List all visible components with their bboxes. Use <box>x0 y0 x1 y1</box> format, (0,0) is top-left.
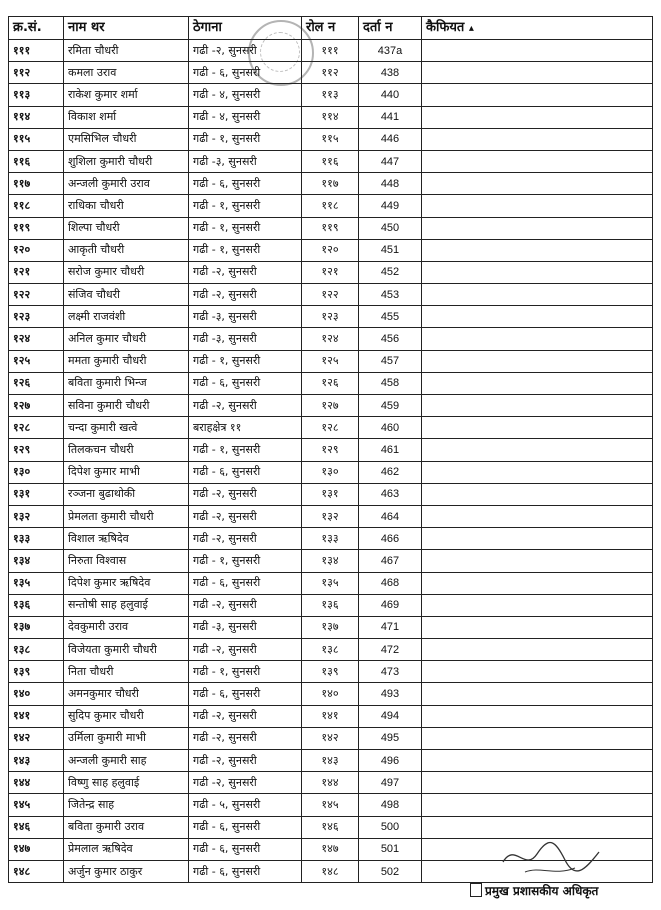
cell-roll: १४१ <box>302 705 359 727</box>
cell-serial: १२५ <box>9 350 64 372</box>
cell-address: गढी -२, सुनसरी <box>189 505 302 527</box>
cell-address: गढी - ४, सुनसरी <box>189 106 302 128</box>
cell-serial: १४५ <box>9 794 64 816</box>
cell-name: अमनकुमार चौधरी <box>64 683 189 705</box>
cell-remarks <box>422 62 653 84</box>
cell-address: गढी -२, सुनसरी <box>189 284 302 306</box>
cell-remarks <box>422 306 653 328</box>
cell-address: गढी -२, सुनसरी <box>189 594 302 616</box>
cell-name: राधिका चौधरी <box>64 195 189 217</box>
cell-name: शुशिला कुमारी चौधरी <box>64 150 189 172</box>
cell-serial: १४८ <box>9 860 64 882</box>
cell-roll: १२६ <box>302 372 359 394</box>
table-header <box>9 17 653 40</box>
cell-remarks <box>422 417 653 439</box>
cell-serial: ११६ <box>9 150 64 172</box>
cell-serial: १४१ <box>9 705 64 727</box>
table-row <box>9 439 653 461</box>
cell-remarks <box>422 616 653 638</box>
cell-serial: १३९ <box>9 661 64 683</box>
table-row <box>9 173 653 195</box>
cell-roll: १३६ <box>302 594 359 616</box>
cell-darta: 502 <box>359 860 422 882</box>
cell-name: जितेन्द्र साह <box>64 794 189 816</box>
cell-roll: १३२ <box>302 505 359 527</box>
cell-remarks <box>422 661 653 683</box>
cell-address: बराहक्षेत्र ११ <box>189 417 302 439</box>
signatory-title: प्रमुख प्रशासकीय अधिकृत <box>485 884 599 898</box>
cell-darta: 446 <box>359 128 422 150</box>
cell-address: गढी - १, सुनसरी <box>189 239 302 261</box>
cell-address: गढी - ६, सुनसरी <box>189 683 302 705</box>
cell-address: गढी -३, सुनसरी <box>189 306 302 328</box>
cell-darta: 463 <box>359 483 422 505</box>
cell-darta: 472 <box>359 639 422 661</box>
cell-address: गढी - ६, सुनसरी <box>189 461 302 483</box>
cell-serial: १३५ <box>9 572 64 594</box>
cell-remarks <box>422 239 653 261</box>
table-row <box>9 705 653 727</box>
cell-darta: 458 <box>359 372 422 394</box>
cell-name: विजेयता कुमारी चौधरी <box>64 639 189 661</box>
header-darta: दर्ता न <box>359 17 422 40</box>
cell-darta: 493 <box>359 683 422 705</box>
cell-darta: 501 <box>359 838 422 860</box>
header-serial: क्र.सं. <box>9 17 64 40</box>
cell-name: ममता कुमारी चौधरी <box>64 350 189 372</box>
cell-address: गढी - १, सुनसरी <box>189 350 302 372</box>
header-address: ठेगाना <box>189 17 302 40</box>
cell-darta: 459 <box>359 395 422 417</box>
cell-serial: १२३ <box>9 306 64 328</box>
cell-name: रञ्जना बुढाथोकी <box>64 483 189 505</box>
cell-darta: 438 <box>359 62 422 84</box>
cell-serial: ११४ <box>9 106 64 128</box>
table-row <box>9 372 653 394</box>
cell-name: दिपेश कुमार ऋषिदेव <box>64 572 189 594</box>
table-row <box>9 106 653 128</box>
table-row <box>9 328 653 350</box>
cell-serial: १४७ <box>9 838 64 860</box>
table-row <box>9 261 653 283</box>
cell-remarks <box>422 794 653 816</box>
caret-mark-icon: ▴ <box>468 22 474 34</box>
cell-name: सरोज कुमार चौधरी <box>64 261 189 283</box>
cell-darta: 449 <box>359 195 422 217</box>
cell-name: सन्तोषी साह हलुवाई <box>64 594 189 616</box>
cell-darta: 498 <box>359 794 422 816</box>
table-row <box>9 505 653 527</box>
cell-remarks <box>422 106 653 128</box>
cell-roll: १४७ <box>302 838 359 860</box>
cell-address: गढी - १, सुनसरी <box>189 661 302 683</box>
cell-serial: १३६ <box>9 594 64 616</box>
cell-remarks <box>422 372 653 394</box>
cell-roll: १२५ <box>302 350 359 372</box>
table-row <box>9 550 653 572</box>
cell-remarks <box>422 727 653 749</box>
cell-address: गढी -२, सुनसरी <box>189 528 302 550</box>
cell-roll: १३८ <box>302 639 359 661</box>
cell-roll: १४२ <box>302 727 359 749</box>
cell-address: गढी -२, सुनसरी <box>189 750 302 772</box>
cell-darta: 440 <box>359 84 422 106</box>
cell-roll: १३० <box>302 461 359 483</box>
cell-roll: ११२ <box>302 62 359 84</box>
table-row <box>9 128 653 150</box>
cell-roll: १११ <box>302 40 359 62</box>
cell-name: विशाल ऋषिदेव <box>64 528 189 550</box>
cell-remarks <box>422 84 653 106</box>
cell-roll: १२८ <box>302 417 359 439</box>
cell-remarks <box>422 128 653 150</box>
cell-serial: १२४ <box>9 328 64 350</box>
cell-name: उर्मिला कुमारी माभी <box>64 727 189 749</box>
cell-address: गढी - ६, सुनसरी <box>189 173 302 195</box>
cell-darta: 453 <box>359 284 422 306</box>
cell-address: गढी - १, सुनसरी <box>189 550 302 572</box>
table-row <box>9 239 653 261</box>
cell-remarks <box>422 528 653 550</box>
cell-address: गढी - ४, सुनसरी <box>189 84 302 106</box>
cell-serial: १४० <box>9 683 64 705</box>
bracket-mark-icon <box>470 883 482 897</box>
cell-darta: 500 <box>359 816 422 838</box>
table-row <box>9 150 653 172</box>
cell-serial: १३१ <box>9 483 64 505</box>
cell-remarks <box>422 395 653 417</box>
cell-roll: १४८ <box>302 860 359 882</box>
cell-darta: 457 <box>359 350 422 372</box>
table-row <box>9 195 653 217</box>
table-row <box>9 794 653 816</box>
cell-remarks <box>422 173 653 195</box>
cell-name: संजिव चौधरी <box>64 284 189 306</box>
cell-darta: 473 <box>359 661 422 683</box>
cell-name: अन्जली कुमारी उराव <box>64 173 189 195</box>
cell-roll: १३१ <box>302 483 359 505</box>
cell-name: प्रेमलता कुमारी चौधरी <box>64 505 189 527</box>
cell-name: अर्जुन कुमार ठाकुर <box>64 860 189 882</box>
cell-darta: 447 <box>359 150 422 172</box>
cell-remarks <box>422 705 653 727</box>
cell-darta: 468 <box>359 572 422 594</box>
table-row <box>9 572 653 594</box>
cell-address: गढी -३, सुनसरी <box>189 616 302 638</box>
table-row <box>9 661 653 683</box>
cell-darta: 441 <box>359 106 422 128</box>
cell-darta: 471 <box>359 616 422 638</box>
cell-remarks <box>422 505 653 527</box>
cell-serial: १३२ <box>9 505 64 527</box>
cell-name: बविता कुमारी भिन्ज <box>64 372 189 394</box>
cell-serial: १२६ <box>9 372 64 394</box>
header-remarks <box>422 17 653 40</box>
cell-address: गढी - १, सुनसरी <box>189 439 302 461</box>
cell-address: गढी -२, सुनसरी <box>189 639 302 661</box>
cell-address: गढी - १, सुनसरी <box>189 128 302 150</box>
table-row <box>9 594 653 616</box>
cell-name: सविना कुमारी चौधरी <box>64 395 189 417</box>
cell-serial: १२८ <box>9 417 64 439</box>
cell-remarks <box>422 483 653 505</box>
cell-address: गढी - ६, सुनसरी <box>189 838 302 860</box>
cell-roll: १२४ <box>302 328 359 350</box>
cell-address: गढी -३, सुनसरी <box>189 328 302 350</box>
cell-roll: १४० <box>302 683 359 705</box>
cell-address: गढी - ६, सुनसरी <box>189 572 302 594</box>
cell-darta: 456 <box>359 328 422 350</box>
cell-remarks <box>422 550 653 572</box>
cell-address: गढी - ६, सुनसरी <box>189 816 302 838</box>
table-row <box>9 84 653 106</box>
office-stamp <box>248 20 314 86</box>
cell-name: दिपेश कुमार माभी <box>64 461 189 483</box>
table-row <box>9 639 653 661</box>
cell-roll: १४५ <box>302 794 359 816</box>
cell-serial: ११५ <box>9 128 64 150</box>
table-row <box>9 284 653 306</box>
cell-remarks <box>422 594 653 616</box>
table-row <box>9 772 653 794</box>
cell-serial: ११८ <box>9 195 64 217</box>
cell-darta: 462 <box>359 461 422 483</box>
stamp-inner-ring <box>260 32 300 72</box>
cell-roll: १२९ <box>302 439 359 461</box>
cell-roll: १३९ <box>302 661 359 683</box>
cell-address: गढी -३, सुनसरी <box>189 150 302 172</box>
cell-roll: १४३ <box>302 750 359 772</box>
cell-remarks <box>422 217 653 239</box>
cell-roll: १२० <box>302 239 359 261</box>
cell-roll: १३४ <box>302 550 359 572</box>
cell-darta: 496 <box>359 750 422 772</box>
cell-roll: ११४ <box>302 106 359 128</box>
table-row <box>9 616 653 638</box>
cell-remarks <box>422 750 653 772</box>
cell-serial: १३८ <box>9 639 64 661</box>
cell-serial: १३० <box>9 461 64 483</box>
cell-name: लक्ष्मी राजवंशी <box>64 306 189 328</box>
cell-roll: ११९ <box>302 217 359 239</box>
cell-name: चन्दा कुमारी खत्वे <box>64 417 189 439</box>
cell-address: गढी - १, सुनसरी <box>189 217 302 239</box>
cell-remarks <box>422 572 653 594</box>
registration-table <box>8 16 653 883</box>
cell-serial: १२९ <box>9 439 64 461</box>
table-row <box>9 417 653 439</box>
signature <box>495 832 605 882</box>
cell-name: निरुता विश्वास <box>64 550 189 572</box>
cell-name: प्रेमलाल ऋषिदेव <box>64 838 189 860</box>
table-row <box>9 217 653 239</box>
cell-roll: १४४ <box>302 772 359 794</box>
cell-address: गढी - ६, सुनसरी <box>189 372 302 394</box>
cell-remarks <box>422 639 653 661</box>
table-row <box>9 350 653 372</box>
cell-name: सुदिप कुमार चौधरी <box>64 705 189 727</box>
cell-roll: ११५ <box>302 128 359 150</box>
table-row <box>9 750 653 772</box>
cell-address: गढी - १, सुनसरी <box>189 195 302 217</box>
cell-name: शिल्पा चौधरी <box>64 217 189 239</box>
cell-name: एमसिभिल चौधरी <box>64 128 189 150</box>
table-row <box>9 528 653 550</box>
cell-roll: १४६ <box>302 816 359 838</box>
cell-remarks <box>422 461 653 483</box>
cell-darta: 448 <box>359 173 422 195</box>
cell-roll: १३३ <box>302 528 359 550</box>
cell-serial: १११ <box>9 40 64 62</box>
cell-remarks <box>422 439 653 461</box>
cell-remarks <box>422 261 653 283</box>
cell-darta: 451 <box>359 239 422 261</box>
cell-remarks <box>422 328 653 350</box>
cell-remarks <box>422 772 653 794</box>
cell-address: गढी -२, सुनसरी <box>189 483 302 505</box>
cell-address: गढी - ६, सुनसरी <box>189 860 302 882</box>
cell-darta: 452 <box>359 261 422 283</box>
table-row <box>9 306 653 328</box>
table-body <box>9 40 653 883</box>
table-row <box>9 395 653 417</box>
cell-address: गढी - ५, सुनसरी <box>189 794 302 816</box>
cell-remarks <box>422 284 653 306</box>
cell-roll: ११८ <box>302 195 359 217</box>
cell-darta: 460 <box>359 417 422 439</box>
cell-name: तिलकचन चौधरी <box>64 439 189 461</box>
cell-name: निता चौधरी <box>64 661 189 683</box>
cell-serial: १२२ <box>9 284 64 306</box>
cell-darta: 455 <box>359 306 422 328</box>
cell-address: गढी -२, सुनसरी <box>189 395 302 417</box>
cell-darta: 495 <box>359 727 422 749</box>
cell-name: आकृती चौधरी <box>64 239 189 261</box>
cell-serial: १४६ <box>9 816 64 838</box>
signatory-block <box>470 882 598 899</box>
table-row <box>9 727 653 749</box>
cell-address: गढी -२, सुनसरी <box>189 772 302 794</box>
cell-darta: 497 <box>359 772 422 794</box>
cell-serial: ११२ <box>9 62 64 84</box>
cell-serial: ११३ <box>9 84 64 106</box>
table-row <box>9 62 653 84</box>
cell-darta: 464 <box>359 505 422 527</box>
cell-roll: ११३ <box>302 84 359 106</box>
cell-name: अन्जली कुमारी साह <box>64 750 189 772</box>
cell-name: अनिल कुमार चौधरी <box>64 328 189 350</box>
header-remarks-label: कैफियत <box>426 19 465 35</box>
cell-darta: 467 <box>359 550 422 572</box>
cell-darta: 461 <box>359 439 422 461</box>
cell-serial: ११९ <box>9 217 64 239</box>
cell-roll: ११६ <box>302 150 359 172</box>
cell-darta: 450 <box>359 217 422 239</box>
cell-remarks <box>422 150 653 172</box>
cell-name: बविता कुमारी उराव <box>64 816 189 838</box>
cell-roll: १३७ <box>302 616 359 638</box>
header-name: नाम थर <box>64 17 189 40</box>
cell-serial: १२० <box>9 239 64 261</box>
table-row <box>9 683 653 705</box>
cell-darta: 437a <box>359 40 422 62</box>
cell-address: गढी -२, सुनसरी <box>189 40 302 62</box>
cell-name: रमिता चौधरी <box>64 40 189 62</box>
cell-serial: १२७ <box>9 395 64 417</box>
cell-serial: १३७ <box>9 616 64 638</box>
header-roll: रोल न <box>302 17 359 40</box>
cell-serial: १२१ <box>9 261 64 283</box>
cell-serial: ११७ <box>9 173 64 195</box>
cell-roll: ११७ <box>302 173 359 195</box>
header-row <box>9 17 653 40</box>
cell-roll: १२७ <box>302 395 359 417</box>
cell-name: विष्णु साह हलुवाई <box>64 772 189 794</box>
cell-remarks <box>422 40 653 62</box>
cell-darta: 466 <box>359 528 422 550</box>
cell-address: गढी -२, सुनसरी <box>189 727 302 749</box>
cell-darta: 469 <box>359 594 422 616</box>
cell-darta: 494 <box>359 705 422 727</box>
cell-remarks <box>422 350 653 372</box>
cell-serial: १४३ <box>9 750 64 772</box>
cell-roll: १२२ <box>302 284 359 306</box>
table-row <box>9 461 653 483</box>
cell-roll: १३५ <box>302 572 359 594</box>
cell-serial: १४४ <box>9 772 64 794</box>
cell-roll: १२३ <box>302 306 359 328</box>
cell-roll: १२१ <box>302 261 359 283</box>
cell-name: कमला उराव <box>64 62 189 84</box>
cell-name: देवकुमारी उराव <box>64 616 189 638</box>
table-row <box>9 483 653 505</box>
cell-name: विकाश शर्मा <box>64 106 189 128</box>
cell-address: गढी - ६, सुनसरी <box>189 62 302 84</box>
cell-remarks <box>422 683 653 705</box>
cell-serial: १३४ <box>9 550 64 572</box>
cell-remarks <box>422 195 653 217</box>
cell-serial: १४२ <box>9 727 64 749</box>
cell-address: गढी -२, सुनसरी <box>189 261 302 283</box>
table-row <box>9 40 653 62</box>
cell-name: राकेश कुमार शर्मा <box>64 84 189 106</box>
cell-serial: १३३ <box>9 528 64 550</box>
cell-address: गढी -२, सुनसरी <box>189 705 302 727</box>
